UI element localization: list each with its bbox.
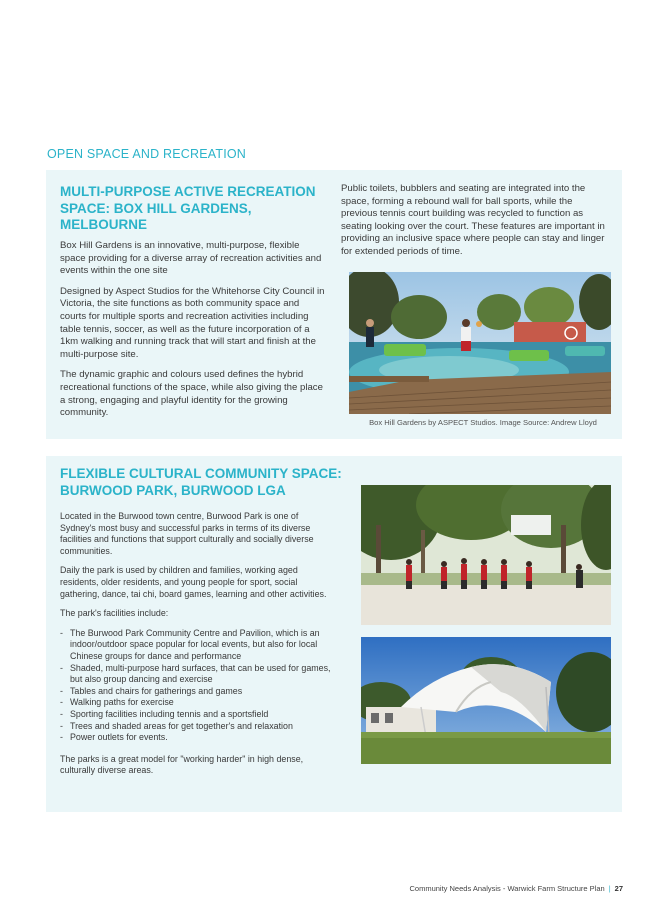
body-paragraph: The dynamic graphic and colours used defines the hybrid recreational functions of the space, while also giving the place a strong, engaging and playful identity for the growing community.	[60, 369, 323, 419]
section-heading: OPEN SPACE AND RECREATION	[47, 147, 247, 161]
facilities-list	[60, 628, 336, 744]
photo-caption: Box Hill Gardens by ASPECT Studios. Image Source: Andrew Lloyd	[369, 418, 597, 427]
footer-separator: |	[608, 884, 611, 893]
list-item: - The Burwood Park Community Centre and Pavilion, which is an indoor/outdoor space popular for local events, but also for local Chinese groups for dance and performance	[60, 628, 336, 663]
footer-doc-title: Community Needs Analysis - Warwick Farm Structure Plan	[409, 884, 605, 893]
case-study-burwood	[46, 456, 622, 812]
burwood-park-pavilion-photo	[361, 637, 611, 764]
list-item: - Trees and shaded areas for get together's and relaxation	[60, 721, 336, 733]
body-paragraph: The park's facilities include:	[60, 608, 169, 619]
list-item: - Power outlets for events.	[60, 732, 336, 744]
case-study-body	[60, 240, 326, 428]
page-footer	[410, 884, 624, 893]
list-item: - Walking paths for exercise	[60, 697, 336, 709]
case-study-body	[60, 511, 336, 785]
list-item: - Tables and chairs for gatherings and games	[60, 686, 336, 698]
list-item: - Shaded, multi-purpose hard surfaces, that can be used for games, but also group dancing and exercise	[60, 663, 336, 686]
body-paragraph: Located in the Burwood town centre, Burwood Park is one of Sydney's most busy and successful parks in terms of its diverse facilities and functions that support culturally and socially diverse communities.	[60, 511, 314, 556]
body-paragraph: Box Hill Gardens is an innovative, multi-purpose, flexible space providing for a diverse array of recreation activities and events within the one site	[60, 240, 322, 277]
page-number: 27	[614, 884, 623, 893]
case-study-box-hill	[46, 170, 622, 439]
list-item: - Sporting facilities including tennis and a sportsfield	[60, 709, 336, 721]
burwood-park-dance-photo	[361, 485, 611, 625]
box-hill-gardens-photo	[349, 272, 611, 414]
closing-paragraph: The parks is a great model for "working harder" in high dense, culturally diverse areas.	[60, 753, 304, 776]
case-study-side-text: Public toilets, bubblers and seating are integrated into the space, forming a rebound wall for ball sports, while the previous tennis court building was recycled to function as seating looking over the court. These features are important in providing an inclusive space where people can stay and linger for extended periods of time.	[341, 183, 605, 257]
body-paragraph: Designed by Aspect Studios for the Whitehorse City Council in Victoria, the site functions as both community space and courts for multiple sports and recreation activities including table tennis, soccer, as well as the future incorporation of a 1km walking and running track that will start and finish at the multi-purpose site.	[60, 285, 325, 360]
body-paragraph: Daily the park is used by children and families, working aged residents, older residents, and young people for sport, social gathering, dance, tai chi, board games, learning and other activities.	[60, 565, 327, 599]
case-study-title: FLEXIBLE CULTURAL COMMUNITY SPACE: BURWOOD PARK, BURWOOD LGA	[60, 466, 342, 498]
case-study-title: MULTI-PURPOSE ACTIVE RECREATION SPACE: BOX HILL GARDENS, MELBOURNE	[60, 184, 316, 232]
